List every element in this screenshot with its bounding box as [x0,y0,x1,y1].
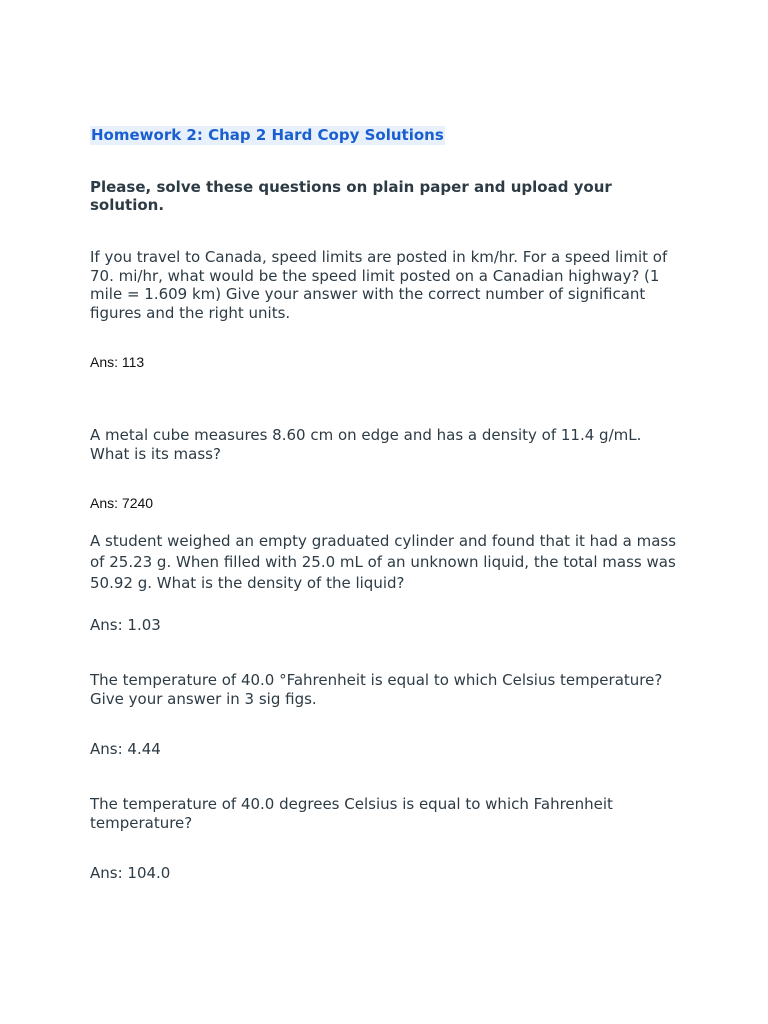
instructions-text: Please, solve these questions on plain paper and upload your solution. [90,178,612,214]
question-1: If you travel to Canada, speed limits are posted in km/hr. For a speed limit of 70. mi/hr, what would be the speed limit posted on a Canadian highway? (1 mile = 1.609 km) Give your answer with the correct number of significant figures and the right units. [90,248,668,322]
question-3: A student weighed an empty graduated cylinder and found that it had a mass of 25.23 g. When filled with 25.0 mL of an unknown liquid, the total mass was 50.92 g. What is the density of the liquid? [90,532,677,592]
answer-1: Ans: 113 [90,354,145,370]
question-2: A metal cube measures 8.60 cm on edge and has a density of 11.4 g/mL. What is its mass? [90,426,642,463]
question-5: The temperature of 40.0 degrees Celsius is equal to which Fahrenheit temperature? [90,795,613,832]
page-title[interactable]: Homework 2: Chap 2 Hard Copy Solutions [91,126,444,144]
answer-2: Ans: 7240 [90,495,154,511]
answer-4: Ans: 4.44 [90,740,161,758]
answer-5: Ans: 104.0 [90,864,171,882]
answer-3: Ans: 1.03 [90,616,161,634]
question-4: The temperature of 40.0 °Fahrenheit is equal to which Celsius temperature? Give your answer in 3 sig figs. [90,671,663,708]
